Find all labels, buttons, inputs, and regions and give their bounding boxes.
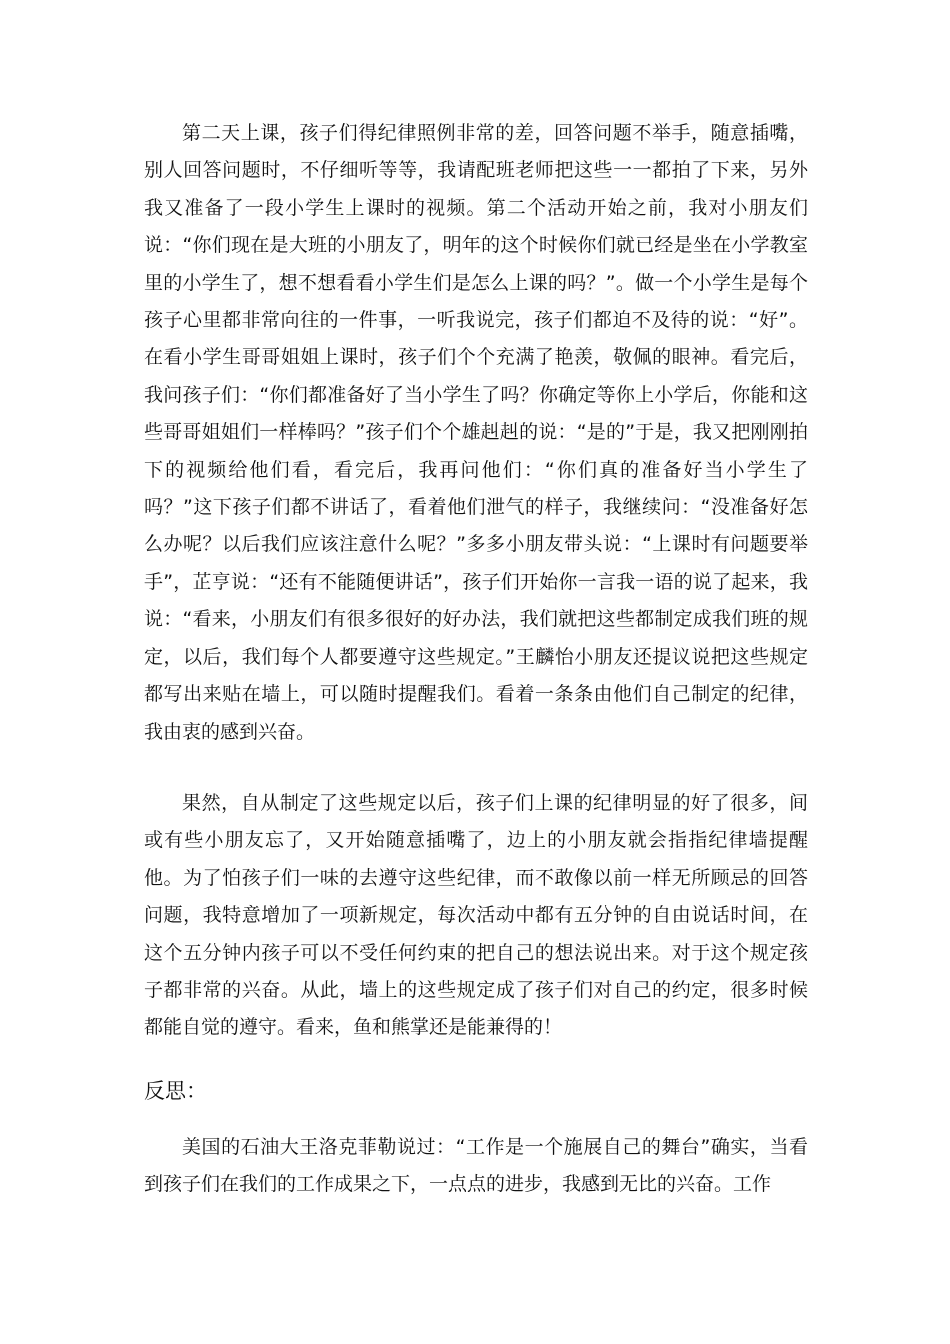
- section-heading-reflection: 反思：: [144, 1078, 207, 1103]
- paragraph-reflection: 美国的石油大王洛克菲勒说过：“工作是一个施展自己的舞台”确实，当看到孩子们在我们的工作成果之下，一点点的进步，我感到无比的兴奋。工作: [144, 1135, 808, 1196]
- paragraph-rules-result: 果然，自从制定了这些规定以后，孩子们上课的纪律明显的好了很多，间或有些小朋友忘了，又开始随意插嘴了，边上的小朋友就会指指纪律墙提醒他。为了怕孩子们一味的去遵守这些纪律，而不敢像以前一样无所顾忌的回答问题，我特意增加了一项新规定，每次活动中都有五分钟的自由说话时间，在这个五分钟内孩子可以不受任何约束的把自己的想法说出来。对于这个规定孩子都非常的兴奋。从此，墙上的这些规定成了孩子们对自己的约定，很多时候都能自觉的遵守。看来，鱼和熊掌还是能兼得的！: [144, 791, 808, 1039]
- paragraph-lesson-story: 第二天上课，孩子们得纪律照例非常的差，回答问题不举手，随意插嘴，别人回答问题时，不仔细听等等，我请配班老师把这些一一都拍了下来，另外我又准备了一段小学生上课时的视频。第二个活动开始之前，我对小朋友们说：“你们现在是大班的小朋友了，明年的这个时候你们就已经是坐在小学教室里的小学生了，想不想看看小学生们是怎么上课的吗？”。做一个小学生是每个孩子心里都非常向往的一件事，一听我说完，孩子们都迫不及待的说：“好”。在看小学生哥哥姐姐上课时，孩子们个个充满了艳羡，敬佩的眼神。看完后，我问孩子们：“你们都准备好了当小学生了吗？你确定等你上小学后，你能和这些哥哥姐姐们一样棒吗？”孩子们个个雄赳赳的说：“是的”于是，我又把刚刚拍下的视频给他们看，看完后，我再问他们：“你们真的准备好当小学生了吗？”这下孩子们都不讲话了，看着他们泄气的样子，我继续问：“没准备好怎么办呢？以后我们应该注意什么呢？”多多小朋友带头说：“上课时有问题要举手”，芷亨说：“还有不能随便讲话”，孩子们开始你一言我一语的说了起来，我说：“看来，小朋友们有很多很好的好办法，我们就把这些都制定成我们班的规定，以后，我们每个人都要遵守这些规定。”王麟怡小朋友还提议说把这些规定都写出来贴在墙上，可以随时提醒我们。看着一条条由他们自己制定的纪律，我由衷的感到兴奋。: [144, 122, 808, 743]
- document-page: [144, 115, 808, 1204]
